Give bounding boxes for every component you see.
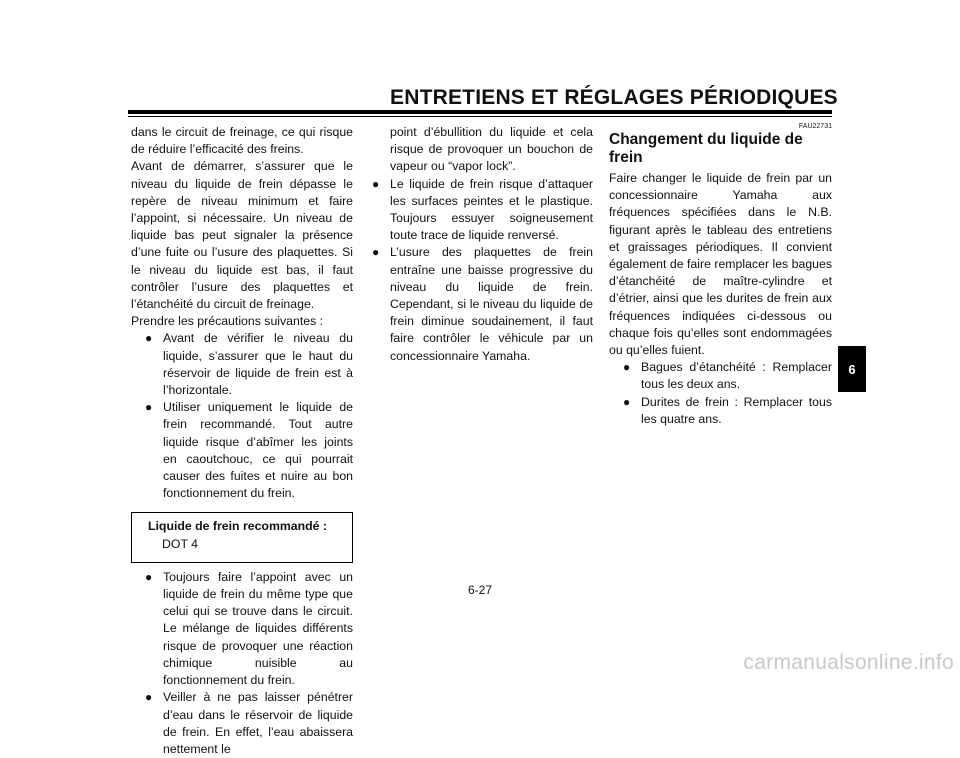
list-item	[368, 176, 593, 245]
list-item-text: Bagues d’étanchéité : Remplacer tous les deux ans.	[641, 360, 832, 392]
list-item-text: Le liquide de frein risque d’attaquer les surfaces peintes et le plastique. Toujours essuyer soigneusement toute trace de liquide renversé.	[390, 176, 593, 243]
header-rule-thin	[128, 116, 832, 117]
bullet-icon: ●	[623, 394, 631, 409]
list-item-text: Utiliser uniquement le liquide de frein recommandé. Tout autre liquide risque d’abîmer les joints en caoutchouc, ce qui pourrait causer des fuites et nuire au bon fonctionnement du frein.	[163, 400, 353, 501]
column-right	[609, 124, 832, 428]
paragraph: Avant de démarrer, s’assurer que le niveau du liquide de frein dépasse le repère de niveau minimum et faire l’appoint, si nécessaire. Un niveau de liquide bas peut signaler la présence d’une fuite ou l’usure des plaquettes. Si le niveau du liquide est bas, il faut contrôler l’usure des plaquettes et l’étanchéité du circuit de freinage.	[131, 159, 353, 312]
list-item-text: Avant de vérifier le niveau du liquide, s’assurer que le haut du réservoir de liquide de frein est à l’horizontale.	[163, 331, 353, 398]
bullet-icon: ●	[145, 331, 153, 346]
section-heading: Changement du liquide de frein	[609, 131, 803, 166]
note-value: DOT 4	[162, 536, 198, 551]
column-middle	[368, 124, 593, 365]
paragraph: Faire changer le liquide de frein par un concessionnaire Yamaha aux fréquences spécifiées dans le N.B. figurant après le tableau des entretiens et graissages périodiques. Il convient également de faire remplacer les bagues d’étanchéité de maître-cylindre et d’étrier, ainsi que les durites de frein aux fréquences indiquées ci-dessous ou chaque fois qu’elles sont endommagées ou qu’elles fuient.	[609, 171, 832, 358]
bullet-icon: ●	[623, 360, 631, 375]
bullet-icon: ●	[145, 690, 153, 705]
paragraph: Prendre les précautions suivantes :	[131, 314, 324, 329]
column-left	[131, 124, 353, 758]
bullet-icon: ●	[145, 569, 153, 584]
page-title: ENTRETIENS ET RÉGLAGES PÉRIODIQUES	[390, 86, 838, 109]
list-item-text: Durites de frein : Remplacer tous les quatre ans.	[641, 394, 832, 426]
list-item	[141, 330, 353, 399]
list-item	[141, 399, 353, 502]
note-title: Liquide de frein recommandé :	[148, 519, 328, 534]
header-rule	[128, 110, 832, 114]
paragraph-code: FAU22731	[798, 123, 832, 130]
bullet-icon: ●	[372, 176, 380, 191]
list-item	[141, 569, 353, 689]
list-item-text: L’usure des plaquettes de frein entraîne une baisse progressive du niveau du liquide de frein. Cependant, si le niveau du liquide de frein diminue soudainement, il faut faire contrôler le véhicule par un concessionnaire Yamaha.	[390, 245, 593, 363]
bullet-icon: ●	[372, 245, 380, 260]
list-item-text: Toujours faire l’appoint avec un liquide de frein du même type que celui qui se trouve dans le circuit. Le mélange de liquides différents risque de provoquer une réaction chimique nuisible au fonctionnement du frein.	[163, 569, 353, 688]
chapter-tab: 6	[838, 346, 866, 392]
watermark: carmanualsonline.info	[743, 651, 954, 674]
list-item	[141, 689, 353, 758]
bullet-icon: ●	[145, 400, 153, 415]
list-item-text: Veiller à ne pas laisser pénétrer d’eau dans le réservoir de liquide de frein. En effet, l’eau abaissera nettement le	[163, 690, 353, 756]
list-item	[619, 359, 832, 393]
page-number: 6-27	[467, 583, 493, 597]
paragraph: dans le circuit de freinage, ce qui risque de réduire l’efficacité des freins.	[131, 125, 353, 157]
list-item	[619, 394, 832, 428]
recommended-fluid-box	[131, 512, 353, 562]
paragraph: point d’ébullition du liquide et cela risque de provoquer un bouchon de vapeur ou “vapor lock”.	[390, 125, 593, 174]
list-item	[368, 244, 593, 364]
